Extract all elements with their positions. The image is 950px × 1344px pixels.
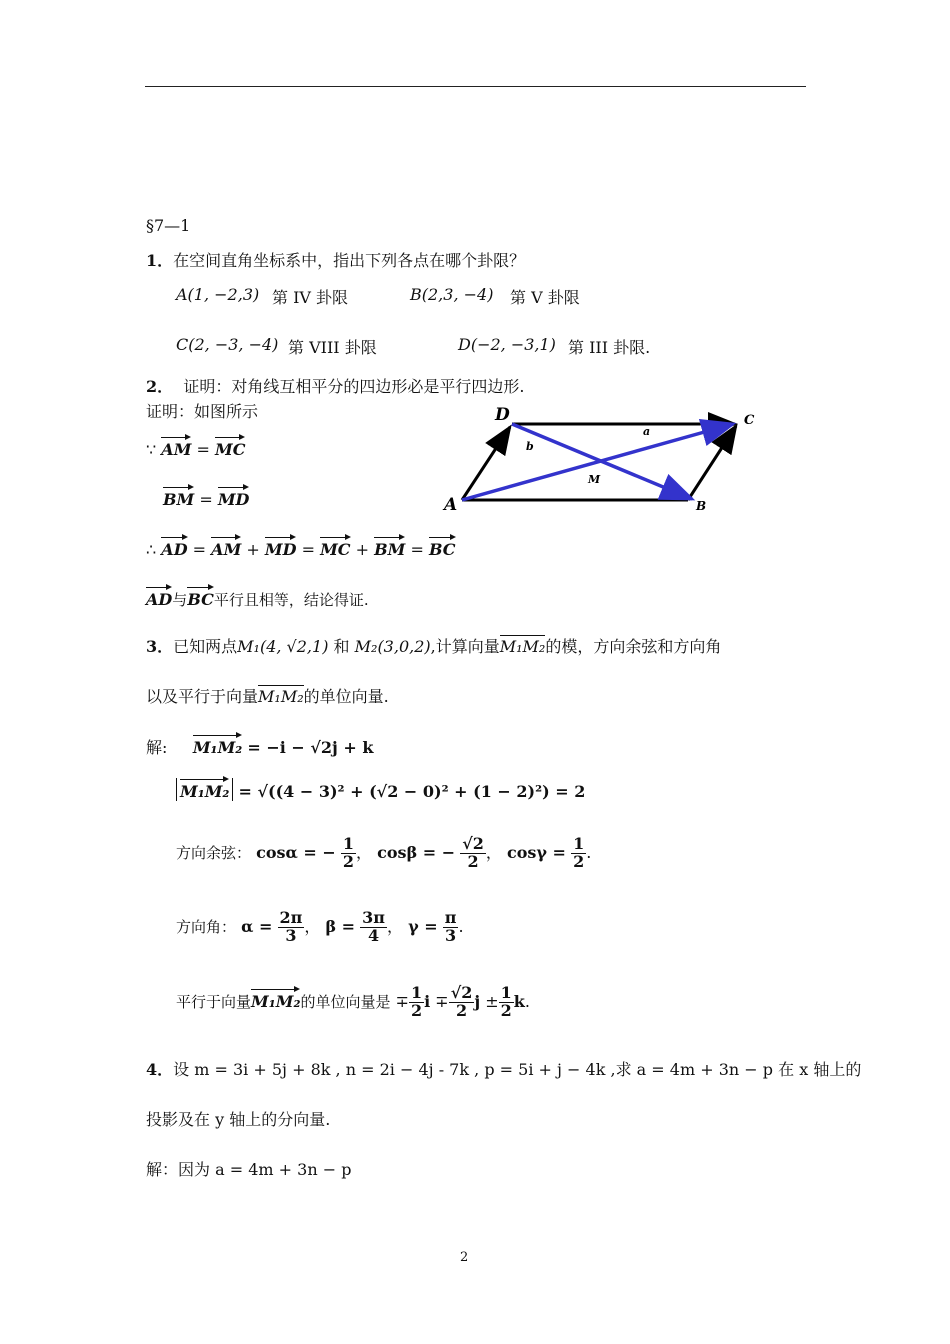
label-b: B bbox=[696, 499, 707, 513]
q3-direction-angles: 方向角： α = $\frac{2\pi}{3}$ ， β = $\frac{3\pi}{4}$ ， γ = $\frac{\pi}{3}$ . bbox=[176, 908, 464, 945]
q2-eq-ad-bc: ∴ AD = AM + MD = MC + BM = BC bbox=[146, 536, 456, 559]
q2-proof-intro: 证明：如图所示 bbox=[146, 402, 259, 421]
q1-octant-d: 第 III 卦限. bbox=[568, 338, 651, 357]
q1-point-b: B(2,3, −4) bbox=[410, 285, 494, 304]
q4-question-line2: 投影及在 y 轴上的分向量. bbox=[146, 1110, 331, 1129]
label-b-vec: b bbox=[526, 440, 534, 453]
q1-point-c: C(2, −3, −4) bbox=[176, 335, 279, 354]
q4-question-line1: 4．设 m = 3i + 5j + 8k , n = 2i − 4j - 7k , p = 5i + j − 4k ,求 a = 4m + 3n − p 在 x 轴上的 bbox=[146, 1060, 862, 1079]
q1-point-d: D(−2, −3,1) bbox=[458, 335, 556, 354]
q2-eq-am-mc: ∵ AM = MC bbox=[146, 436, 245, 459]
q1-octant-a: 第 IV 卦限 bbox=[272, 288, 349, 307]
parallelogram-figure bbox=[440, 402, 770, 517]
edge-bc bbox=[688, 426, 736, 500]
q1-octant-c: 第 VIII 卦限 bbox=[288, 338, 377, 357]
q2-eq-bm-md: BM = MD bbox=[163, 486, 249, 509]
q1-point-a: A(1, −2,3) bbox=[176, 285, 260, 304]
q3-question-line2: 以及平行于向量M₁M₂的单位向量. bbox=[146, 687, 389, 706]
diagonal-db bbox=[512, 424, 692, 499]
label-d: D bbox=[495, 405, 510, 425]
q3-solution-vector: 解: M₁M₂ = −i − √2j + k bbox=[146, 734, 373, 758]
label-m: M bbox=[588, 473, 601, 486]
q3-direction-cosines: 方向余弦： cosα = − $\frac{1}{2}$ ， cosβ = − $\frac{√2}{2}$ ， cosγ = $\frac{1}{2}$ . bbox=[176, 834, 592, 871]
diagonal-ac bbox=[462, 424, 733, 500]
label-c: C bbox=[744, 413, 755, 428]
q2-question: 2． 证明：对角线互相平分的四边形必是平行四边形. bbox=[146, 377, 525, 396]
q1-question: 1．在空间直角坐标系中，指出下列各点在哪个卦限？ bbox=[146, 251, 526, 270]
page-number: 2 bbox=[460, 1250, 469, 1265]
q2-conclusion: AD与BC平行且相等，结论得证. bbox=[146, 586, 369, 610]
header-rule bbox=[145, 86, 806, 87]
q1-octant-b: 第 V 卦限 bbox=[510, 288, 580, 307]
label-a-vec: a bbox=[643, 425, 651, 438]
q3-unit-vector: 平行于向量M₁M₂的单位向量是 ∓ $\frac{1}{2}$ i ∓ $\frac{√2}{2}$ j ± $\frac{1}{2}$ k. bbox=[176, 983, 530, 1020]
q3-question-line1: 3．已知两点M₁(4, √2,1) 和 M₂(3,0,2),计算向量M₁M₂的模，方向余弦和方向角 bbox=[146, 637, 722, 656]
q3-norm: M₁M₂ = √((4 − 3)² + (√2 − 0)² + (1 − 2)²) = 2 bbox=[176, 778, 585, 801]
label-a: A bbox=[444, 495, 458, 515]
q4-solution: 解：因为 a = 4m + 3n − p bbox=[146, 1160, 352, 1179]
section-heading: §7—1 bbox=[146, 216, 191, 235]
